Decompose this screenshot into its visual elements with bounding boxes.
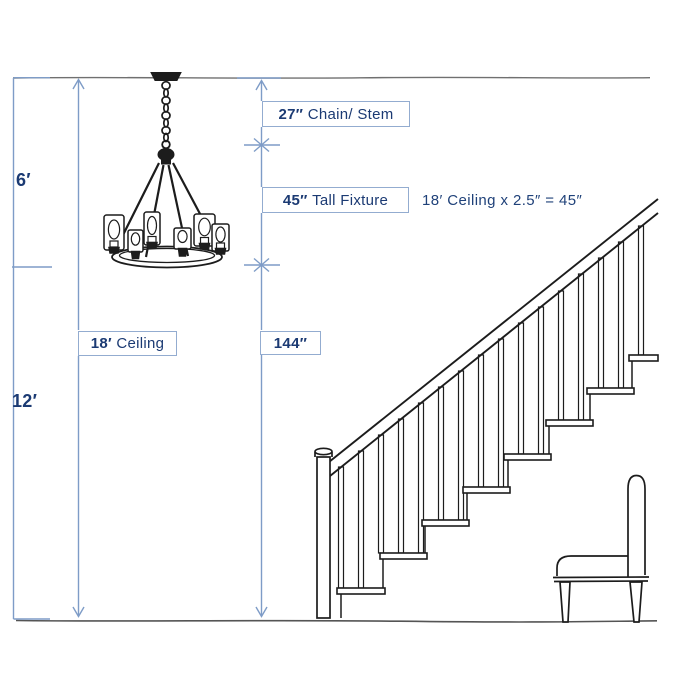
tall-fixture-annotation: 45″ Tall Fixture <box>262 187 409 213</box>
chain-stem-annotation: 27″ Chain/ Stem <box>262 101 410 127</box>
sizing-formula-note: 18′ Ceiling x 2.5″ = 45″ <box>422 192 583 209</box>
left-scale-bracket <box>12 78 52 619</box>
upper-scale-label: 6′ <box>16 170 31 190</box>
lower-scale-label: 12′ <box>12 391 38 411</box>
ceiling-height-annotation: 18′ Ceiling <box>78 331 177 356</box>
drop-inches-annotation: 144″ <box>260 331 321 355</box>
